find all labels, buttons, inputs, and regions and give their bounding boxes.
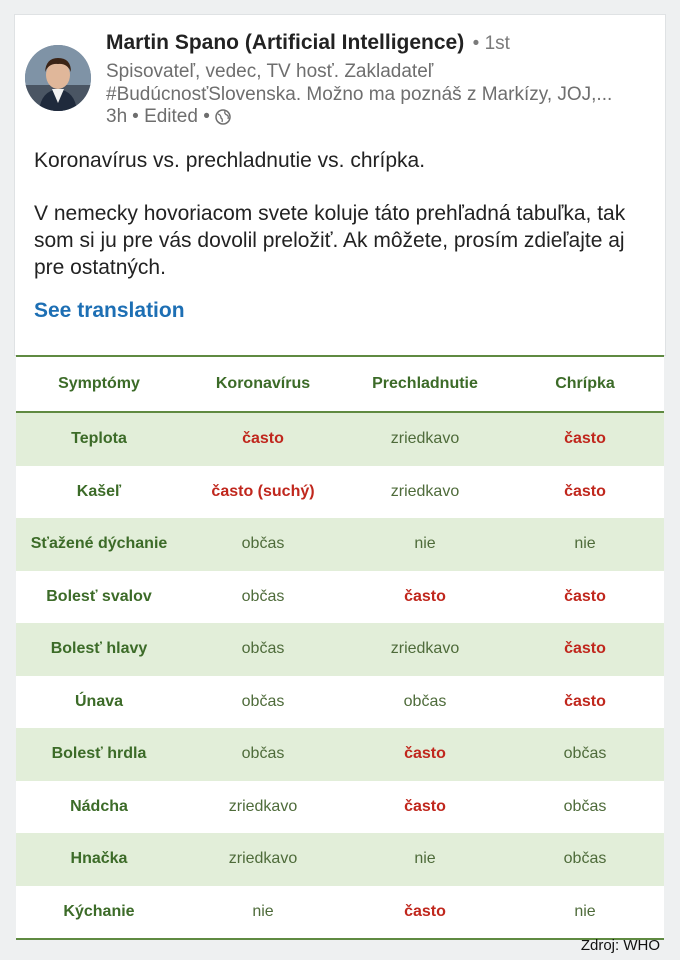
table-row	[16, 886, 664, 939]
table-header-row	[16, 357, 664, 412]
table-row	[16, 518, 664, 571]
table-body	[16, 412, 664, 938]
table-row	[16, 466, 664, 519]
table-bottom-rule	[16, 938, 664, 940]
post-text-paragraph-2: V nemecky hovoriacom svete koluje táto prehľadná tabuľka, tak som si ju pre vás dovolil preložiť. Ak môžete, prosím zdieľajte aj pre ostatných.	[34, 202, 626, 279]
symptom-cell: Bolesť hlavy	[16, 623, 182, 676]
symptom-cell: Teplota	[16, 412, 182, 466]
headline-line-2: #BudúcnosťSlovenska. Možno ma poznáš z Markízy, JOJ,...	[106, 84, 613, 105]
frequency-cell: často	[404, 587, 446, 605]
frequency-cell: občas	[403, 692, 447, 710]
symptom-comparison-table	[16, 355, 664, 940]
post-text-line-1: Koronavírus vs. prechladnutie vs. chrípka.	[34, 149, 426, 172]
frequency-cell: často	[404, 902, 446, 920]
table-row	[16, 623, 664, 676]
author-line	[106, 31, 656, 55]
frequency-cell: často (suchý)	[211, 482, 315, 500]
author-headline	[106, 60, 661, 106]
post-card	[14, 14, 666, 356]
header-symptoms: Symptómy	[16, 357, 182, 412]
symptom-cell: Kašeľ	[76, 482, 122, 500]
frequency-cell: často	[564, 482, 606, 500]
frequency-cell: často	[506, 623, 664, 676]
frequency-cell: často	[564, 587, 606, 605]
frequency-cell: občas	[563, 797, 607, 815]
see-translation-link[interactable]: See translation	[34, 299, 185, 322]
connection-degree: • 1st	[472, 33, 510, 54]
frequency-cell: občas	[241, 587, 285, 605]
table-row	[16, 676, 664, 729]
header-flu: Chrípka	[506, 357, 664, 412]
frequency-cell: nie	[506, 518, 664, 571]
frequency-cell: často	[564, 692, 606, 710]
frequency-cell: zriedkavo	[344, 412, 506, 466]
author-name[interactable]: Martin Spano (Artificial Intelligence)	[106, 31, 465, 54]
header-cold: Prechladnutie	[344, 357, 506, 412]
author-avatar[interactable]	[25, 45, 91, 111]
header-coronavirus: Koronavírus	[182, 357, 344, 412]
symptom-cell: Nádcha	[70, 797, 128, 815]
table-row	[16, 571, 664, 624]
table-row	[16, 833, 664, 886]
frequency-cell: zriedkavo	[344, 623, 506, 676]
globe-icon	[215, 109, 231, 125]
frequency-cell: často	[182, 412, 344, 466]
symptom-cell: Kýchanie	[63, 902, 135, 920]
post-time: 3h	[106, 106, 128, 127]
headline-line-1: Spisovateľ, vedec, TV hosť. Zakladateľ	[106, 61, 434, 82]
frequency-cell: zriedkavo	[390, 482, 460, 500]
frequency-cell: nie	[344, 833, 506, 886]
table-row	[16, 781, 664, 834]
frequency-cell: nie	[252, 902, 274, 920]
frequency-cell: občas	[506, 833, 664, 886]
edited-label: • Edited •	[132, 106, 210, 127]
table-row	[16, 412, 664, 466]
frequency-cell: občas	[506, 728, 664, 781]
frequency-cell: občas	[182, 623, 344, 676]
symptom-cell: Bolesť svalov	[46, 587, 152, 605]
frequency-cell: občas	[182, 728, 344, 781]
frequency-cell: zriedkavo	[228, 797, 298, 815]
frequency-cell: nie	[344, 518, 506, 571]
source-credit: Zdroj: WHO	[580, 937, 660, 954]
frequency-cell: zriedkavo	[182, 833, 344, 886]
symptom-cell: Bolesť hrdla	[16, 728, 182, 781]
symptom-cell: Únava	[74, 692, 124, 710]
frequency-cell: často	[404, 797, 446, 815]
frequency-cell: často	[344, 728, 506, 781]
frequency-cell: nie	[574, 902, 596, 920]
symptom-cell: Sťažené dýchanie	[16, 518, 182, 571]
frequency-cell: občas	[241, 692, 285, 710]
symptom-cell: Hnačka	[16, 833, 182, 886]
frequency-cell: často	[506, 412, 664, 466]
post-text	[34, 147, 654, 281]
post-meta	[106, 106, 231, 128]
table-row	[16, 728, 664, 781]
frequency-cell: občas	[182, 518, 344, 571]
